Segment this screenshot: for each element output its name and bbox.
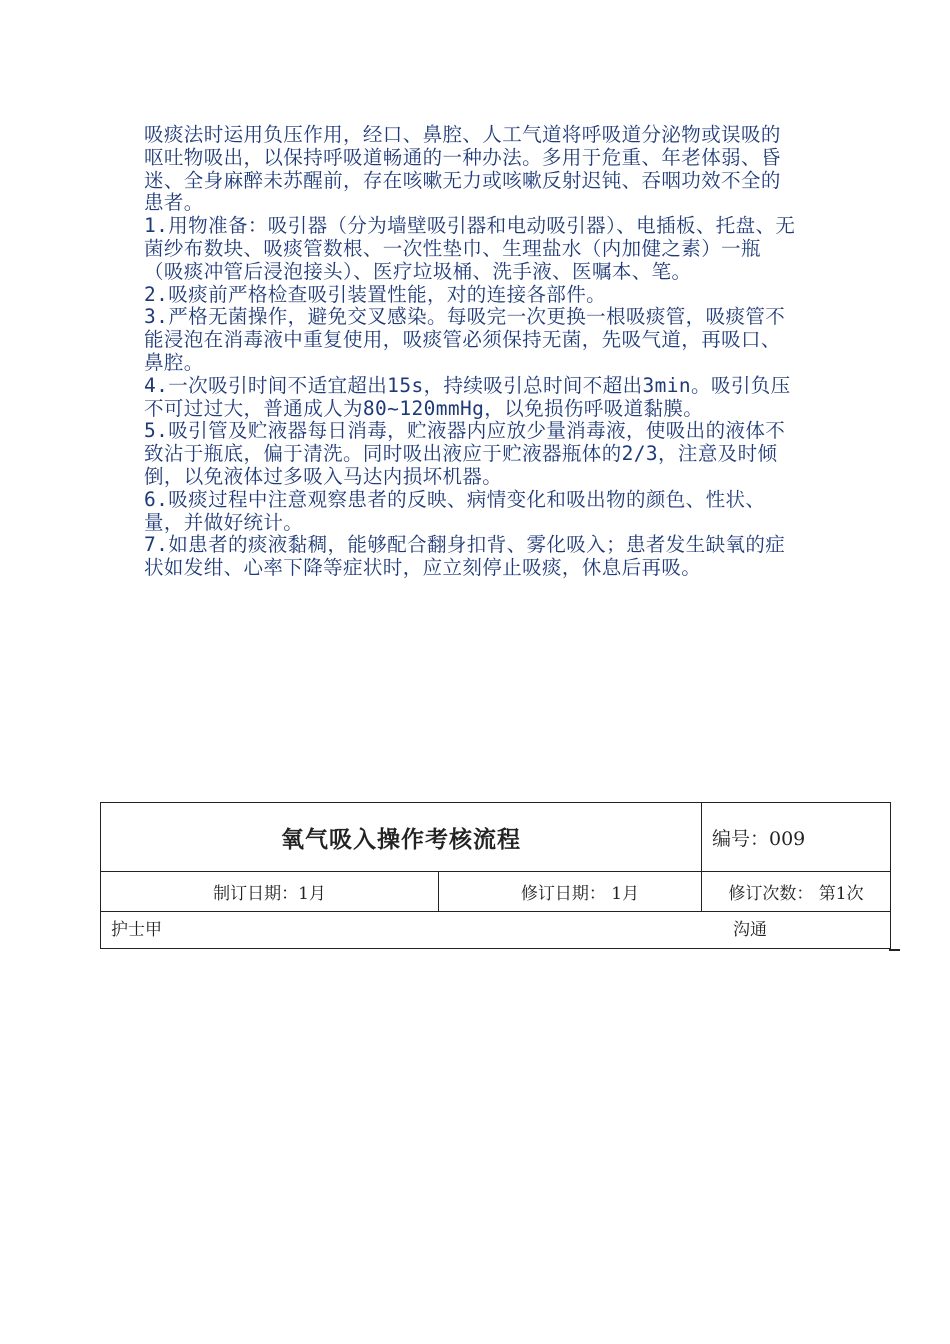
item-5-paragraph: 5.吸引管及贮液器每日消毒，贮液器内应放少量消毒液，使吸出的液体不致沾于瓶底，偏于清洗。同时吸出液应于贮液器瓶体的2/3，注意及时倾倒，以免液体过多吸入马达内损坏机器。 [144, 419, 786, 488]
item-1-paragraph: 1.用物准备：吸引器（分为墙壁吸引器和电动吸引器）、电插板、托盘、无菌纱布数块、吸痰管数根、一次性垫巾、生理盐水（内加健之素）一瓶（吸痰冲管后浸泡接头）、医疗垃圾桶、洗手液、医嘱本、笔。 [144, 214, 796, 283]
item-2-paragraph: 2.吸痰前严格检查吸引装置性能，对的连接各部件。 [144, 282, 607, 306]
item-4-paragraph: 4.一次吸引时间不适宜超出15s，持续吸引总时间不超出3min。吸引负压不可过过大，普通成人为80~120mmHg，以免损伤呼吸道黏膜。 [144, 373, 791, 420]
nurse-label: 护士甲 [111, 920, 162, 940]
item-6-paragraph: 6.吸痰过程中注意观察患者的反映、病情变化和吸出物的颜色、性状、量，并做好统计。 [144, 487, 766, 534]
communication-label: 沟通 [733, 920, 767, 940]
table-tail-line [889, 949, 900, 951]
intro-paragraph: 吸痰法时运用负压作用，经口、鼻腔、人工气道将呼吸道分泌物或误吸的呕吐物吸出，以保持呼吸道畅通的一种办法。多用于危重、年老体弱、昏迷、全身麻醉未苏醒前，存在咳嗽无力或咳嗽反射迟钝、吞咽功效不全的患者。 [144, 123, 781, 215]
title-row [101, 803, 891, 872]
created-date: 制订日期：1月 [101, 872, 439, 912]
procedure-form-table [100, 802, 891, 949]
revised-date: 修订日期： 1月 [439, 872, 702, 912]
form-code: 编号：009 [702, 803, 891, 872]
revision-count: 修订次数： 第1次 [702, 872, 891, 912]
nurse-cell [101, 912, 891, 949]
form-title: 氧气吸入操作考核流程 [101, 803, 702, 872]
date-row [101, 872, 891, 912]
nurse-row [101, 912, 891, 949]
item-7-paragraph: 7.如患者的痰液黏稠，能够配合翻身扣背、雾化吸入；患者发生缺氧的症状如发绀、心率下降等症状时，应立刻停止吸痰，休息后再吸。 [144, 533, 786, 580]
item-3-paragraph: 3.严格无菌操作，避免交叉感染。每吸完一次更换一根吸痰管，吸痰管不能浸泡在消毒液中重复使用，吸痰管必须保持无菌，先吸气道，再吸口、鼻腔。 [144, 305, 786, 374]
body-text [144, 124, 796, 580]
